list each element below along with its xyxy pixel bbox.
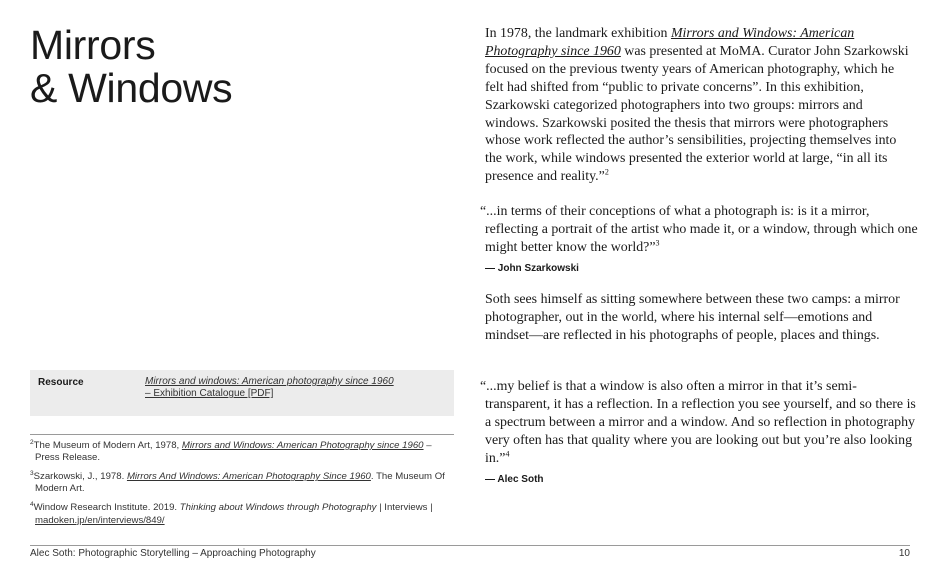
footnote-number: 2 <box>30 439 34 446</box>
footer-divider <box>30 545 910 546</box>
intro-text-a: In 1978, the landmark exhibition <box>485 26 671 41</box>
quote-text: “...my belief is that a window is also often a mirror in that it’s semi-transparent, it has a reflection. In a reflection you see yourself, and so there is a spectrum between a mirror and a window. And so reflection in photography very often has that quality where you are looking out but you’re also looking in.” <box>480 379 916 466</box>
footnote-ref: 4 <box>505 449 510 458</box>
resource-label: Resource <box>38 377 84 388</box>
footnote-divider <box>30 434 454 435</box>
footnote-text: Szarkowski, J., 1978. <box>33 471 127 483</box>
szarkowski-quote <box>480 203 920 278</box>
footnote-text: . The Museum Of Modern Art. <box>35 471 445 495</box>
footnote-text: Window Research Institute. 2019. <box>33 502 180 514</box>
soth-quote <box>480 378 920 488</box>
quote-attribution: — Alec Soth <box>485 473 544 485</box>
soth-paragraph: Soth sees himself as sitting somewhere between these two camps: a mirror photographer, out in the world, where his internal self—emotions and mindset—are reflected in his photographs of people, places and things. <box>485 292 900 343</box>
catalogue-link-suffix: – Exhibition Catalogue [PDF] <box>145 388 274 399</box>
intro-text-b: was presented at MoMA. Curator John Szarkowski focused on the previous twenty years of American photography, which he felt had shifted from “public to private concerns”. In this exhibition, Szarkowski categorized photographers into two groups: mirrors and windows. Szarkowski posited the thesis that mirrors were photographers whose work reflected the author’s sensibilities, projecting themselves into the work, while windows presented the exterior world at large, “in all its presence and reality.” <box>485 43 909 185</box>
footnotes <box>30 437 450 531</box>
footnote-link[interactable]: madoken.jp/en/interviews/849/ <box>35 514 165 526</box>
footnote-italic-title: Thinking about Windows through Photography <box>179 502 377 514</box>
footnote-text: The Museum of Modern Art, 1978, <box>33 440 182 452</box>
footnote-number: 3 <box>30 470 34 478</box>
page-number: 10 <box>898 548 910 559</box>
page-title <box>30 24 232 110</box>
footnote-text: – Press Release. <box>35 440 432 464</box>
footnote-link[interactable]: Mirrors and Windows: American Photography since 1960 <box>181 440 424 452</box>
footnote-ref: 2 <box>604 167 609 177</box>
catalogue-link-title: Mirrors and windows: American photography since 1960 <box>145 376 394 387</box>
footnote-text: | Interviews | <box>376 502 433 514</box>
exhibition-title-link[interactable]: Mirrors and Windows: American Photography since 1960 <box>485 26 855 59</box>
exhibition-catalogue-link[interactable] <box>145 376 415 400</box>
title-line-1: Mirrors <box>30 22 156 68</box>
footnote-link[interactable]: Mirrors And Windows: American Photography Since 1960 <box>126 471 371 483</box>
footnote-ref: 3 <box>655 238 660 248</box>
title-line-2: & Windows <box>30 65 233 111</box>
footnote-2 <box>30 437 450 464</box>
footnote-4 <box>30 499 450 526</box>
footer-title: Alec Soth: Photographic Storytelling – Approaching Photography <box>30 548 316 559</box>
intro-paragraph <box>485 25 910 186</box>
quote-text: “...in terms of their conceptions of what a photograph is: is it a mirror, reflecting a portrait of the artist who made it, or a window, through which one might better know the world?” <box>480 204 918 255</box>
resource-box <box>30 370 454 416</box>
footnote-3 <box>30 468 450 495</box>
quote-attribution: — John Szarkowski <box>485 262 579 274</box>
footnote-number: 4 <box>30 501 34 509</box>
